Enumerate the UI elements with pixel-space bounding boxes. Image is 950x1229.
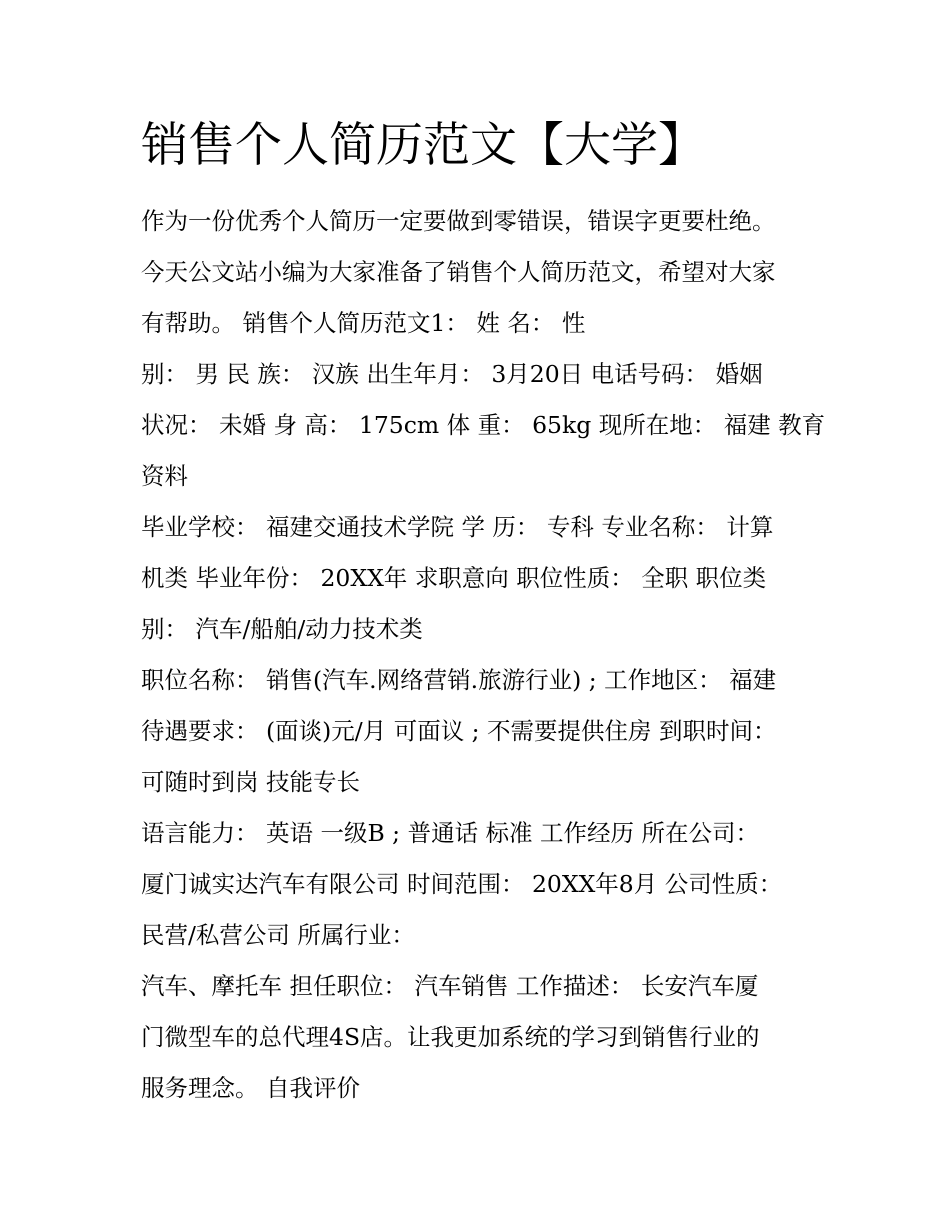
body-line: 语言能力： 英语 一级B ; 普通话 标准 工作经历 所在公司： bbox=[141, 819, 759, 847]
body-line: 服务理念。 自我评价 bbox=[141, 1074, 360, 1102]
body-line: 有帮助。 销售个人简历范文1： 姓 名： 性 bbox=[141, 309, 586, 337]
body-line: 待遇要求： (面谈)元/月 可面议 ; 不需要提供住房 到职时间： bbox=[141, 717, 777, 745]
document-title: 销售个人简历范文【大学】 bbox=[141, 118, 705, 173]
body-line: 机类 毕业年份： 20XX年 求职意向 职位性质： 全职 职位类 bbox=[141, 564, 767, 592]
body-line: 厦门诚实达汽车有限公司 时间范围： 20XX年8月 公司性质： bbox=[141, 870, 783, 898]
body-line: 资料 bbox=[141, 462, 188, 490]
body-line: 毕业学校： 福建交通技术学院 学 历： 专科 专业名称： 计算 bbox=[141, 513, 774, 541]
body-line: 今天公文站小编为大家准备了销售个人简历范文，希望对大家 bbox=[141, 258, 776, 286]
body-line: 职位名称： 销售(汽车.网络营销.旅游行业) ; 工作地区： 福建 bbox=[141, 666, 777, 694]
body-line: 门微型车的总代理4S店。让我更加系统的学习到销售行业的 bbox=[141, 1023, 760, 1051]
body-line: 汽车、摩托车 担任职位： 汽车销售 工作描述： 长安汽车厦 bbox=[141, 972, 759, 1000]
body-line: 民营/私营公司 所属行业： bbox=[141, 921, 415, 949]
body-line: 别： 汽车/船舶/动力技术类 bbox=[141, 615, 423, 643]
body-line: 作为一份优秀个人简历一定要做到零错误，错误字更要杜绝。 bbox=[141, 207, 776, 235]
body-line: 可随时到岗 技能专长 bbox=[141, 768, 360, 796]
body-line: 状况： 未婚 身 高： 175cm 体 重： 65kg 现所在地： 福建 教育 bbox=[141, 411, 826, 439]
body-line: 别： 男 民 族： 汉族 出生年月： 3月20日 电话号码： 婚姻 bbox=[141, 360, 763, 388]
document-body bbox=[141, 196, 831, 1114]
